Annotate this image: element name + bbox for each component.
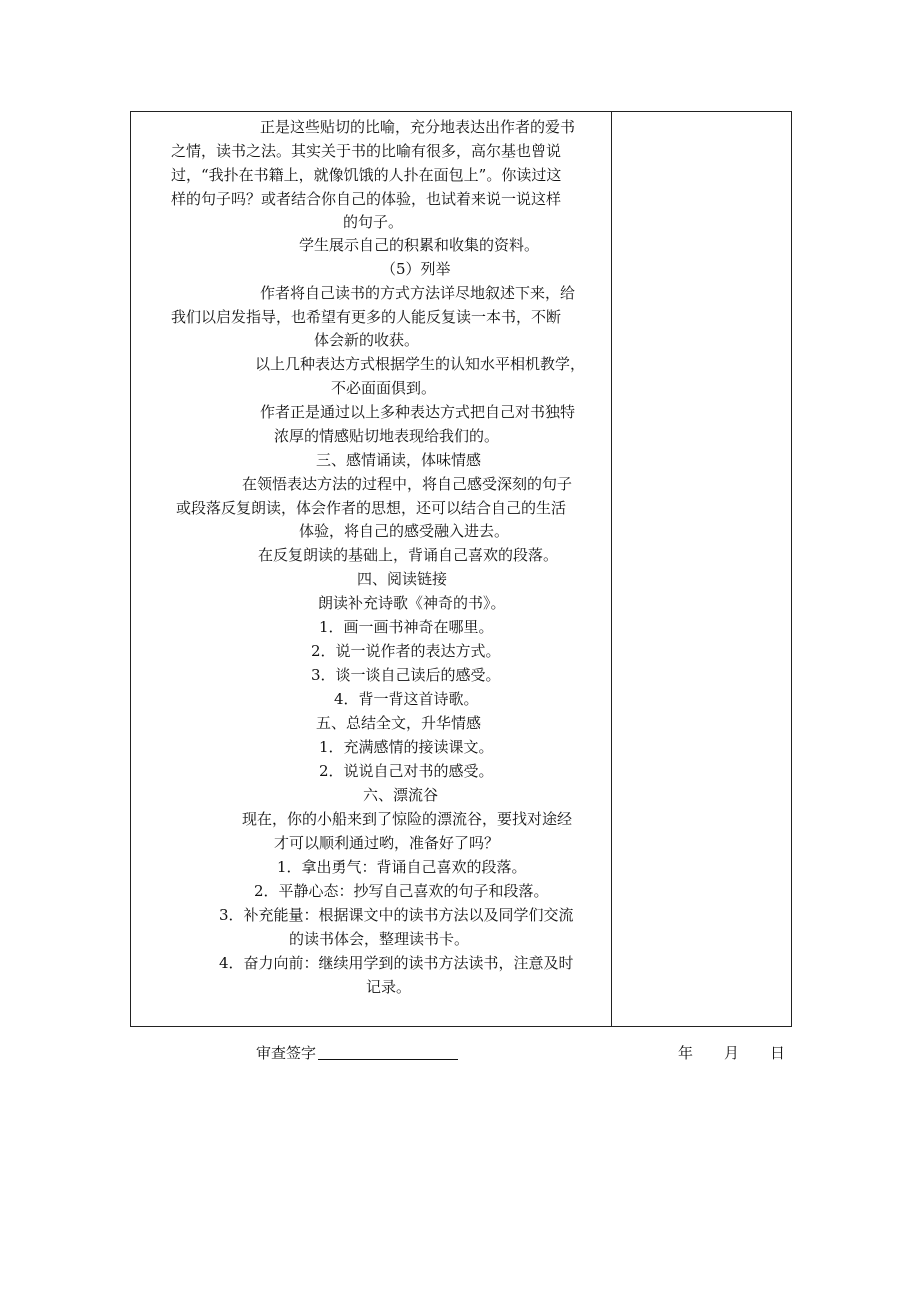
- list-item: 1．充满感情的接读课文。: [319, 738, 494, 756]
- text-line: 在领悟表达方法的过程中，将自己感受深刻的句子: [242, 475, 573, 493]
- list-item: 2．平静心态：抄写自己喜欢的句子和段落。: [254, 882, 549, 900]
- text-line: 作者正是通过以上多种表达方式把自己对书独特: [260, 403, 576, 421]
- text-line: 在反复朗读的基础上，背诵自己喜欢的段落。: [258, 546, 559, 564]
- section-heading: 五、总结全文，升华情感: [316, 714, 482, 732]
- list-item: 2．说说自己对书的感受。: [319, 762, 494, 780]
- text-line: 朗读补充诗歌《神奇的书》。: [318, 594, 506, 612]
- text-line: 过，“我扑在书籍上，就像饥饿的人扑在面包上”。你读过这: [171, 166, 562, 184]
- list-item: 4．奋力向前：继续用学到的读书方法读书，注意及时: [219, 954, 574, 972]
- text-line: 才可以顺利通过哟，准备好了吗？: [274, 834, 500, 852]
- month-label: 月: [724, 1044, 740, 1062]
- list-item: 3．谈一谈自己读后的感受。: [311, 666, 501, 684]
- text-line: 我们以启发指导，也希望有更多的人能反复读一本书，不断: [171, 308, 562, 326]
- text-line: 或段落反复朗读，体会作者的思想，还可以结合自己的生活: [176, 499, 567, 517]
- text-line: 体会新的收获。: [314, 331, 420, 349]
- list-item: 1．拿出勇气：背诵自己喜欢的段落。: [277, 858, 527, 876]
- list-item: 3．补充能量：根据课文中的读书方法以及同学们交流: [219, 906, 574, 924]
- section-heading: 四、阅读链接: [357, 570, 448, 588]
- text-line: 现在，你的小船来到了惊险的漂流谷，要找对途经: [242, 810, 573, 828]
- text-line: 样的句子吗？或者结合你自己的体验，也试着来说一说这样: [171, 190, 562, 208]
- review-signature-label: 审查签字: [256, 1044, 317, 1062]
- text-line: 学生展示自己的积累和收集的资料。: [299, 236, 540, 254]
- day-label: 日: [770, 1044, 786, 1062]
- text-line: 的句子。: [343, 213, 404, 231]
- text-line: 不必面面俱到。: [331, 379, 437, 397]
- list-item: 4．背一背这首诗歌。: [334, 690, 479, 708]
- lesson-table: [130, 111, 792, 1027]
- section-heading: 三、感情诵读，体味情感: [316, 451, 482, 469]
- signature-blank-line[interactable]: [318, 1059, 458, 1060]
- text-line: （5）列举: [381, 260, 451, 278]
- list-item: 的读书体会，整理读书卡。: [289, 930, 470, 948]
- list-item: 2．说一说作者的表达方式。: [311, 642, 501, 660]
- text-line: 正是这些贴切的比喻，充分地表达出作者的爱书: [260, 118, 576, 136]
- list-item: 1．画一画书神奇在哪里。: [319, 618, 494, 636]
- year-label: 年: [678, 1044, 694, 1062]
- text-line: 浓厚的情感贴切地表现给我们的。: [274, 427, 500, 445]
- notes-cell: [612, 112, 791, 1026]
- text-line: 作者将自己读书的方式方法详尽地叙述下来，给: [260, 284, 576, 302]
- text-line: 体验，将自己的感受融入进去。: [299, 522, 510, 540]
- section-heading: 六、漂流谷: [363, 786, 439, 804]
- list-item: 记录。: [366, 978, 412, 996]
- text-line: 以上几种表达方式根据学生的认知水平相机教学，: [255, 355, 586, 373]
- text-line: 之情，读书之法。其实关于书的比喻有很多，高尔基也曾说: [171, 142, 562, 160]
